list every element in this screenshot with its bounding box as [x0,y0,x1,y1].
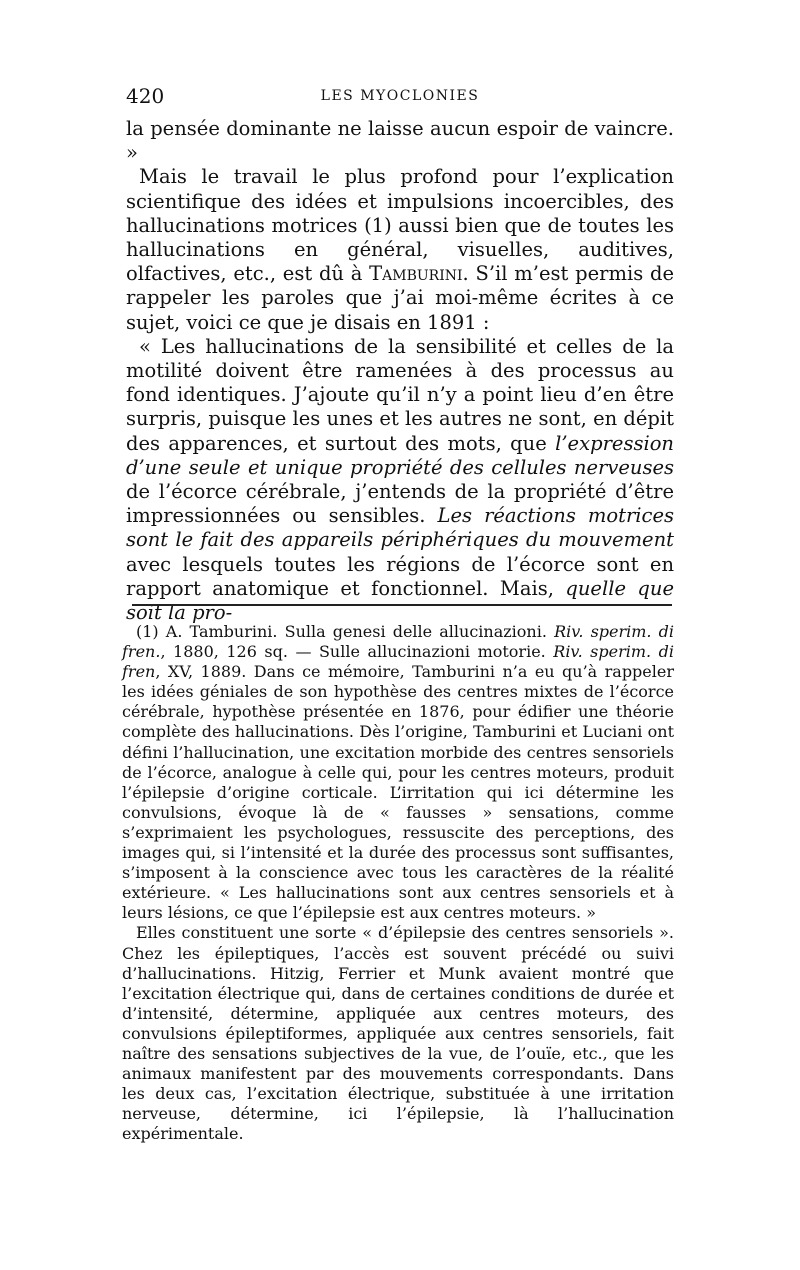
paragraph-2 [126,165,674,334]
paragraph-3-italic-2: Les réactions motrices sont le fait des appareils périphériques du mouvement [126,504,674,552]
paragraph-3-text-c: avec lesquels toutes les régions de l’écorce sont en rapport anatomique et fonctionnel. Mais, [126,552,674,600]
paragraph-3 [126,335,674,625]
footnote-text-c: , XV, 1889. Dans ce mémoire, Tamburini n’a eu qu’à rappeler les idées géniales de son hypothèse des centres mixtes de l’écorce cérébrale, hypothèse présentée en 1876, pour édifier une théorie complète des hallucinations. Dès l’origine, Tamburini et Luciani ont défini l’hallucination, une excitation morbide des centres sensoriels de l’écorce, analogue à celle qui, pour les centres moteurs, produit l’épilepsie d’origine corticale. L’irritation qui ici détermine les convulsions, évoque là de « fausses » sensations, comme s’exprimaient les psychologues, ressuscite des perceptions, des images qui, si l’intensité et la durée des processus sont suffisantes, s’imposent à la conscience avec tous les caractères de la réalité extérieure. « Les hallucinations sont aux centres sensoriels et à leurs lésions, ce que l’épilepsie est aux centres moteurs. » [122,662,674,923]
paragraph-3-italic-3: quelle que soit la pro- [126,576,674,625]
main-text [126,117,674,625]
author-name: Tamburini [369,262,463,286]
paragraph-1-text: la pensée dominante ne laisse aucun espoir de vaincre. » [126,117,674,165]
footnote-divider [132,604,672,606]
paragraph-3-text-b: de l’écorce cérébrale, j’entends de la propriété d’être impressionnées ou sensibles. [126,480,674,528]
paragraph-1 [126,117,674,165]
footnote-paragraph-2 [122,923,674,1144]
page-number: 420 [126,84,165,108]
footnote-text-a: (1) A. Tamburini. Sulla genesi delle allucinazioni. [136,622,555,641]
paragraph-3-text-a: « Les hallucinations de la sensibilité et celles de la motilité doivent être ramenées à des processus au fond identiques. J’ajoute qu’il n’y a point lieu d’en être surpris, puisque les unes et les autres ne sont, en dépit des apparences, et surtout des mots, que [126,334,674,455]
paragraph-2-text-a: Mais le travail le plus profond pour l’explication scientifique des idées et impulsions incoercibles, des hallucinations motrices (1) aussi bien que de toutes les hallucinations en général, visuelles, auditives, olfactives, etc., est dû à [126,165,674,286]
paragraph-3-italic-1: l’expression d’une seule et unique propriété des cellules nerveuses [126,431,674,479]
footnote [122,622,674,1144]
footnote-paragraph-1 [122,622,674,923]
running-title: LES MYOCLONIES [320,88,480,104]
footnote-text-b: , 1880, 126 sq. — Sulle allucinazioni motorie. [160,642,554,662]
page-header [126,84,674,112]
footnote-text-2: Elles constituent une sorte « d’épilepsie des centres sensoriels ». Chez les épileptiques, l’accès est souvent précédé ou suivi d’hallucinations. Hitzig, Ferrier et Munk avaient montré que l’excitation électrique qui, dans de certaines conditions de durée et d’intensité, détermine, appliquée aux centres moteurs, des convulsions épileptiformes, appliquée aux centres sensoriels, fait naître des sensations subjectives de la vue, de l’ouïe, etc., que les animaux manifestent par des mouvements correspondants. Dans les deux cas, l’excitation électrique, substituée à une irritation nerveuse, détermine, ici l’épilepsie, là l’hallucination expérimentale. [122,923,674,1144]
paragraph-2-text-b: . S’il m’est permis de rappeler les paroles que j’ai moi-même écrites à ce sujet, voici ce que je disais en 1891 : [126,262,674,334]
journal-title-2: Riv. sperim. di fren [122,642,674,682]
journal-title-1: Riv. sperim. di fren. [122,622,674,662]
